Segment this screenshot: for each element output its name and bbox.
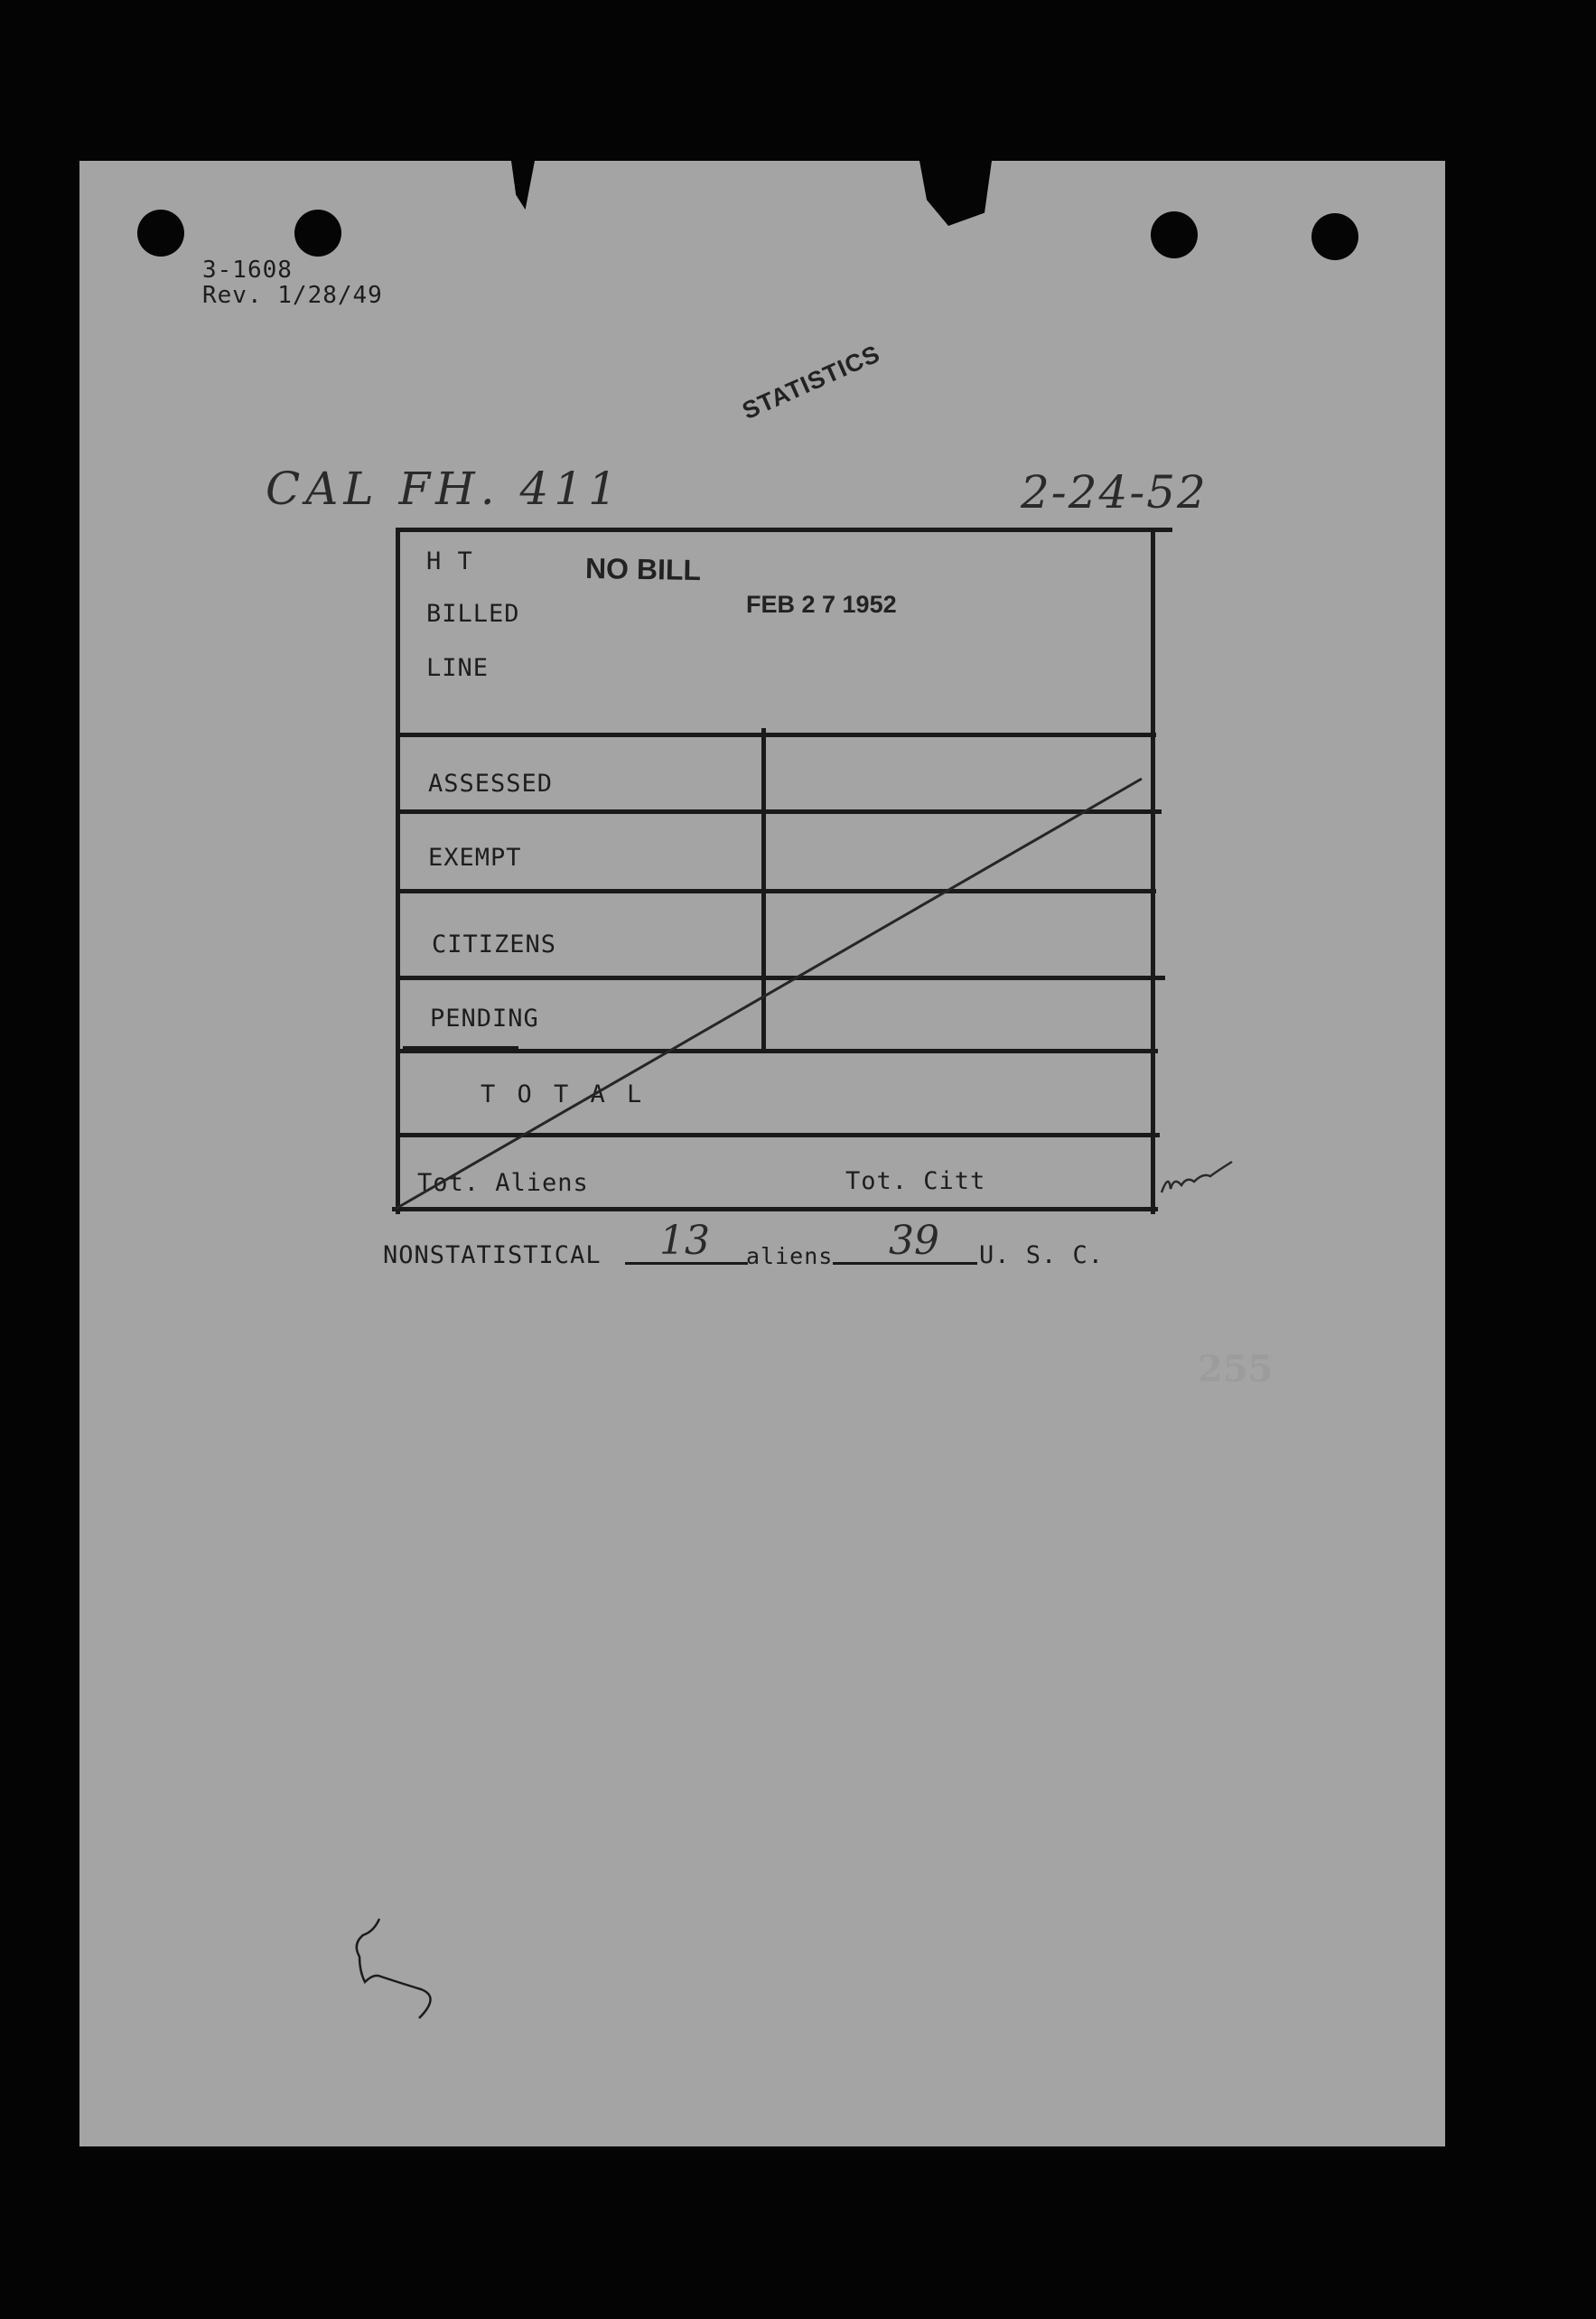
form-revision: Rev. 1/28/49 bbox=[202, 282, 383, 309]
header-label-ht: H T bbox=[426, 547, 473, 575]
date-stamp: FEB 2 7 1952 bbox=[746, 591, 897, 618]
case-reference: CAL FH. 411 bbox=[266, 463, 622, 515]
nonstatistical-label: NONSTATISTICAL bbox=[383, 1241, 602, 1269]
handwritten-date: 2-24-52 bbox=[1021, 466, 1208, 519]
row-label-exempt: EXEMPT bbox=[428, 844, 522, 872]
aliens-label: aliens bbox=[746, 1243, 834, 1269]
total-citizens-label: Tot. Citt bbox=[845, 1167, 986, 1195]
row-label-assessed: ASSESSED bbox=[428, 770, 554, 798]
form-number: 3-1608 bbox=[202, 257, 293, 284]
handwritten-initials bbox=[1162, 1165, 1226, 1197]
statistics-stamp: STATISTICS bbox=[738, 340, 884, 425]
usc-count: 39 bbox=[889, 1218, 939, 1264]
row-label-citizens: CITIZENS bbox=[432, 930, 557, 958]
aliens-count: 13 bbox=[659, 1218, 710, 1264]
header-label-billed: BILLED bbox=[426, 600, 520, 628]
usc-label: U. S. C. bbox=[979, 1241, 1105, 1269]
total-aliens-label: Tot. Aliens bbox=[417, 1169, 589, 1197]
total-label: T O T A L bbox=[481, 1080, 646, 1108]
faint-page-number: 255 bbox=[1198, 1348, 1274, 1390]
header-label-line: LINE bbox=[426, 654, 490, 682]
row-label-pending: PENDING bbox=[430, 1005, 539, 1033]
no-bill-stamp: NO BILL bbox=[584, 551, 702, 587]
